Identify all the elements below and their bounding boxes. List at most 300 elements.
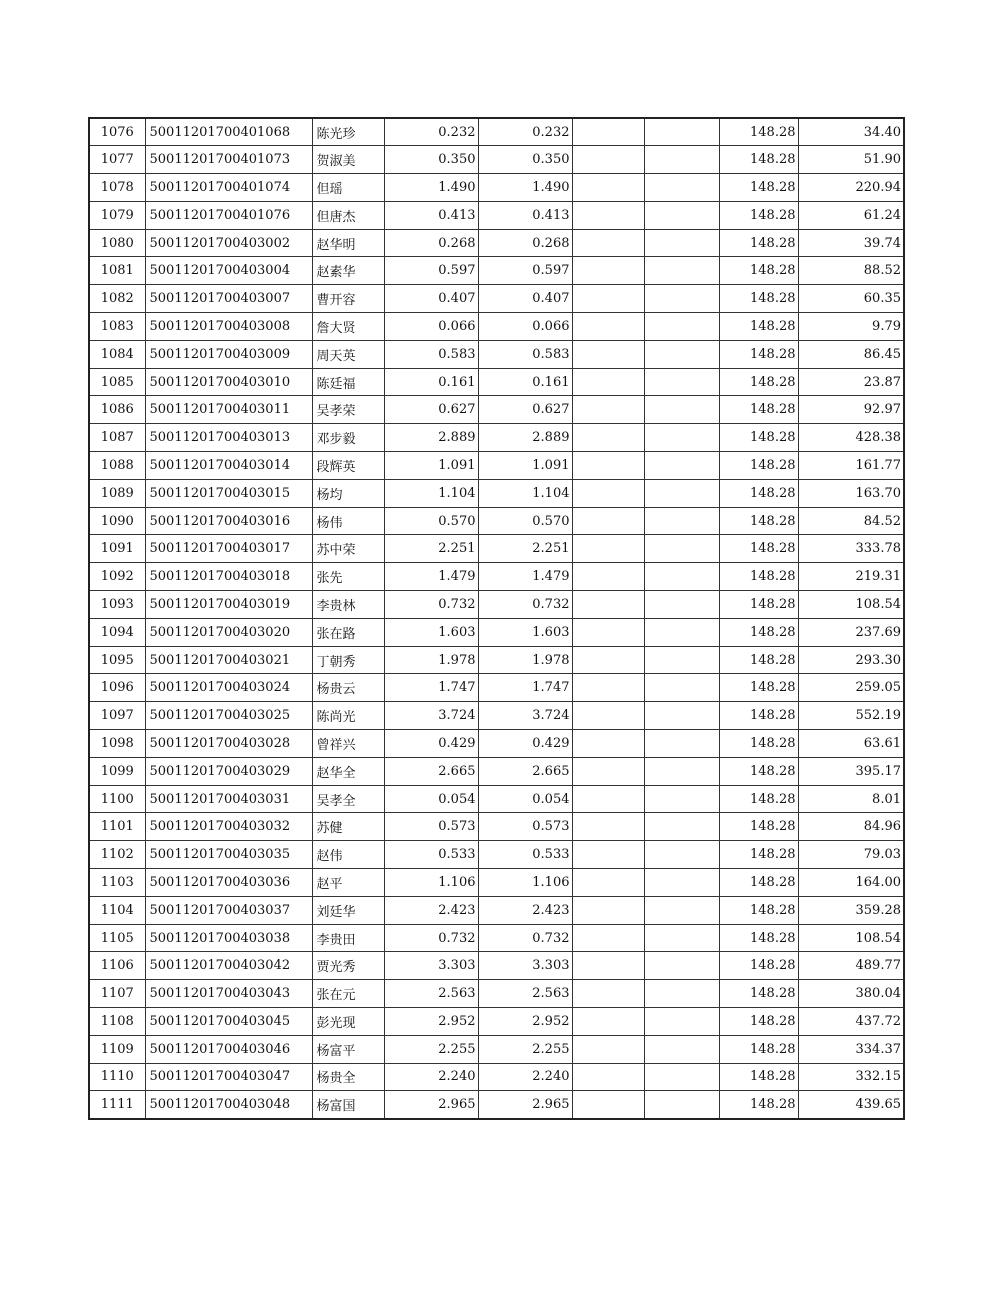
seq-cell: 1092 bbox=[89, 563, 145, 591]
code-cell: 50011201700403048 bbox=[145, 1091, 312, 1119]
amount-cell: 92.97 bbox=[798, 396, 904, 424]
name-cell: 李贵田 bbox=[312, 924, 384, 952]
amount-cell: 237.69 bbox=[798, 618, 904, 646]
seq-cell: 1095 bbox=[89, 646, 145, 674]
rate-cell: 148.28 bbox=[719, 257, 798, 285]
amount-cell: 9.79 bbox=[798, 313, 904, 341]
area-cell: 0.161 bbox=[384, 368, 478, 396]
area-cell: 2.423 bbox=[384, 896, 478, 924]
table-row bbox=[89, 869, 904, 897]
area-cell: 0.232 bbox=[384, 118, 478, 146]
blank2-cell bbox=[644, 507, 719, 535]
rate-cell: 148.28 bbox=[719, 396, 798, 424]
rate-cell: 148.28 bbox=[719, 229, 798, 257]
name-cell: 杨贵全 bbox=[312, 1063, 384, 1091]
table-row bbox=[89, 1091, 904, 1119]
table-row bbox=[89, 479, 904, 507]
seq-cell: 1105 bbox=[89, 924, 145, 952]
amount-cell: 23.87 bbox=[798, 368, 904, 396]
amount-cell: 88.52 bbox=[798, 257, 904, 285]
name-cell: 李贵林 bbox=[312, 591, 384, 619]
blank-cell bbox=[572, 201, 644, 229]
rate-cell: 148.28 bbox=[719, 313, 798, 341]
code-cell: 50011201700403045 bbox=[145, 1008, 312, 1036]
seq-cell: 1082 bbox=[89, 285, 145, 313]
amount-cell: 63.61 bbox=[798, 730, 904, 758]
code-cell: 50011201700403037 bbox=[145, 896, 312, 924]
name-cell: 杨富平 bbox=[312, 1035, 384, 1063]
rate-cell: 148.28 bbox=[719, 1008, 798, 1036]
blank2-cell bbox=[644, 340, 719, 368]
rate-cell: 148.28 bbox=[719, 563, 798, 591]
code-cell: 50011201700403043 bbox=[145, 980, 312, 1008]
seq-cell: 1101 bbox=[89, 813, 145, 841]
rate-cell: 148.28 bbox=[719, 146, 798, 174]
code-cell: 50011201700403038 bbox=[145, 924, 312, 952]
area2-cell: 1.603 bbox=[478, 618, 572, 646]
code-cell: 50011201700403015 bbox=[145, 479, 312, 507]
blank-cell bbox=[572, 229, 644, 257]
rate-cell: 148.28 bbox=[719, 340, 798, 368]
blank-cell bbox=[572, 507, 644, 535]
area-cell: 0.268 bbox=[384, 229, 478, 257]
amount-cell: 395.17 bbox=[798, 757, 904, 785]
seq-cell: 1096 bbox=[89, 674, 145, 702]
blank2-cell bbox=[644, 118, 719, 146]
blank2-cell bbox=[644, 479, 719, 507]
blank2-cell bbox=[644, 896, 719, 924]
amount-cell: 61.24 bbox=[798, 201, 904, 229]
table-row bbox=[89, 535, 904, 563]
name-cell: 赵华全 bbox=[312, 757, 384, 785]
area2-cell: 1.747 bbox=[478, 674, 572, 702]
table-row bbox=[89, 285, 904, 313]
rate-cell: 148.28 bbox=[719, 618, 798, 646]
rate-cell: 148.28 bbox=[719, 730, 798, 758]
table-row bbox=[89, 980, 904, 1008]
blank2-cell bbox=[644, 1035, 719, 1063]
blank-cell bbox=[572, 869, 644, 897]
area2-cell: 2.255 bbox=[478, 1035, 572, 1063]
seq-cell: 1083 bbox=[89, 313, 145, 341]
blank2-cell bbox=[644, 952, 719, 980]
area-cell: 0.573 bbox=[384, 813, 478, 841]
area2-cell: 2.563 bbox=[478, 980, 572, 1008]
area2-cell: 3.303 bbox=[478, 952, 572, 980]
seq-cell: 1090 bbox=[89, 507, 145, 535]
amount-cell: 108.54 bbox=[798, 924, 904, 952]
seq-cell: 1078 bbox=[89, 174, 145, 202]
rate-cell: 148.28 bbox=[719, 924, 798, 952]
blank-cell bbox=[572, 313, 644, 341]
amount-cell: 220.94 bbox=[798, 174, 904, 202]
blank-cell bbox=[572, 1091, 644, 1119]
seq-cell: 1097 bbox=[89, 702, 145, 730]
blank2-cell bbox=[644, 869, 719, 897]
name-cell: 苏健 bbox=[312, 813, 384, 841]
amount-cell: 380.04 bbox=[798, 980, 904, 1008]
code-cell: 50011201700403035 bbox=[145, 841, 312, 869]
name-cell: 张在路 bbox=[312, 618, 384, 646]
code-cell: 50011201700403028 bbox=[145, 730, 312, 758]
blank-cell bbox=[572, 174, 644, 202]
rate-cell: 148.28 bbox=[719, 980, 798, 1008]
area2-cell: 2.965 bbox=[478, 1091, 572, 1119]
table-row bbox=[89, 1035, 904, 1063]
area2-cell: 0.407 bbox=[478, 285, 572, 313]
code-cell: 50011201700403032 bbox=[145, 813, 312, 841]
area-cell: 0.732 bbox=[384, 591, 478, 619]
area2-cell: 0.232 bbox=[478, 118, 572, 146]
area2-cell: 0.573 bbox=[478, 813, 572, 841]
code-cell: 50011201700403013 bbox=[145, 424, 312, 452]
table-row bbox=[89, 229, 904, 257]
seq-cell: 1102 bbox=[89, 841, 145, 869]
amount-cell: 552.19 bbox=[798, 702, 904, 730]
seq-cell: 1089 bbox=[89, 479, 145, 507]
amount-cell: 428.38 bbox=[798, 424, 904, 452]
rate-cell: 148.28 bbox=[719, 674, 798, 702]
area-cell: 2.563 bbox=[384, 980, 478, 1008]
seq-cell: 1087 bbox=[89, 424, 145, 452]
rate-cell: 148.28 bbox=[719, 452, 798, 480]
table-row bbox=[89, 146, 904, 174]
code-cell: 50011201700403029 bbox=[145, 757, 312, 785]
area-cell: 3.724 bbox=[384, 702, 478, 730]
table-row bbox=[89, 340, 904, 368]
rate-cell: 148.28 bbox=[719, 591, 798, 619]
amount-cell: 51.90 bbox=[798, 146, 904, 174]
code-cell: 50011201700401076 bbox=[145, 201, 312, 229]
name-cell: 贺淑美 bbox=[312, 146, 384, 174]
code-cell: 50011201700401073 bbox=[145, 146, 312, 174]
amount-cell: 161.77 bbox=[798, 452, 904, 480]
code-cell: 50011201700403025 bbox=[145, 702, 312, 730]
table-row bbox=[89, 896, 904, 924]
table-row bbox=[89, 618, 904, 646]
blank-cell bbox=[572, 563, 644, 591]
blank2-cell bbox=[644, 396, 719, 424]
name-cell: 赵伟 bbox=[312, 841, 384, 869]
blank2-cell bbox=[644, 1091, 719, 1119]
blank2-cell bbox=[644, 201, 719, 229]
area2-cell: 0.429 bbox=[478, 730, 572, 758]
amount-cell: 108.54 bbox=[798, 591, 904, 619]
name-cell: 曾祥兴 bbox=[312, 730, 384, 758]
rate-cell: 148.28 bbox=[719, 785, 798, 813]
table-row bbox=[89, 201, 904, 229]
seq-cell: 1077 bbox=[89, 146, 145, 174]
area2-cell: 2.952 bbox=[478, 1008, 572, 1036]
seq-cell: 1107 bbox=[89, 980, 145, 1008]
table-row bbox=[89, 702, 904, 730]
table-row bbox=[89, 257, 904, 285]
area2-cell: 0.627 bbox=[478, 396, 572, 424]
seq-cell: 1111 bbox=[89, 1091, 145, 1119]
blank-cell bbox=[572, 368, 644, 396]
blank2-cell bbox=[644, 841, 719, 869]
blank-cell bbox=[572, 952, 644, 980]
blank2-cell bbox=[644, 1008, 719, 1036]
table-row bbox=[89, 646, 904, 674]
name-cell: 张在元 bbox=[312, 980, 384, 1008]
area-cell: 0.732 bbox=[384, 924, 478, 952]
amount-cell: 84.96 bbox=[798, 813, 904, 841]
code-cell: 50011201700403010 bbox=[145, 368, 312, 396]
amount-cell: 39.74 bbox=[798, 229, 904, 257]
table-row bbox=[89, 452, 904, 480]
name-cell: 丁朝秀 bbox=[312, 646, 384, 674]
seq-cell: 1093 bbox=[89, 591, 145, 619]
seq-cell: 1108 bbox=[89, 1008, 145, 1036]
area2-cell: 0.054 bbox=[478, 785, 572, 813]
name-cell: 段辉英 bbox=[312, 452, 384, 480]
area2-cell: 1.091 bbox=[478, 452, 572, 480]
area-cell: 0.350 bbox=[384, 146, 478, 174]
amount-cell: 259.05 bbox=[798, 674, 904, 702]
area2-cell: 0.732 bbox=[478, 924, 572, 952]
blank2-cell bbox=[644, 785, 719, 813]
code-cell: 50011201700403021 bbox=[145, 646, 312, 674]
table-row bbox=[89, 507, 904, 535]
table-row bbox=[89, 368, 904, 396]
area-cell: 1.490 bbox=[384, 174, 478, 202]
area-cell: 2.952 bbox=[384, 1008, 478, 1036]
code-cell: 50011201700403017 bbox=[145, 535, 312, 563]
seq-cell: 1099 bbox=[89, 757, 145, 785]
seq-cell: 1088 bbox=[89, 452, 145, 480]
name-cell: 陈廷福 bbox=[312, 368, 384, 396]
code-cell: 50011201700403016 bbox=[145, 507, 312, 535]
blank-cell bbox=[572, 702, 644, 730]
area-cell: 0.570 bbox=[384, 507, 478, 535]
rate-cell: 148.28 bbox=[719, 757, 798, 785]
blank-cell bbox=[572, 257, 644, 285]
amount-cell: 163.70 bbox=[798, 479, 904, 507]
amount-cell: 333.78 bbox=[798, 535, 904, 563]
code-cell: 50011201700403009 bbox=[145, 340, 312, 368]
code-cell: 50011201700403014 bbox=[145, 452, 312, 480]
area2-cell: 1.106 bbox=[478, 869, 572, 897]
table-row bbox=[89, 730, 904, 758]
area-cell: 0.597 bbox=[384, 257, 478, 285]
rate-cell: 148.28 bbox=[719, 507, 798, 535]
blank-cell bbox=[572, 980, 644, 1008]
seq-cell: 1084 bbox=[89, 340, 145, 368]
seq-cell: 1106 bbox=[89, 952, 145, 980]
rate-cell: 148.28 bbox=[719, 952, 798, 980]
rate-cell: 148.28 bbox=[719, 479, 798, 507]
area-cell: 0.413 bbox=[384, 201, 478, 229]
code-cell: 50011201700403004 bbox=[145, 257, 312, 285]
code-cell: 50011201700403042 bbox=[145, 952, 312, 980]
blank2-cell bbox=[644, 313, 719, 341]
blank-cell bbox=[572, 1008, 644, 1036]
code-cell: 50011201700403007 bbox=[145, 285, 312, 313]
seq-cell: 1104 bbox=[89, 896, 145, 924]
area-cell: 0.407 bbox=[384, 285, 478, 313]
area-cell: 2.665 bbox=[384, 757, 478, 785]
area2-cell: 0.350 bbox=[478, 146, 572, 174]
rate-cell: 148.28 bbox=[719, 368, 798, 396]
amount-cell: 219.31 bbox=[798, 563, 904, 591]
blank-cell bbox=[572, 479, 644, 507]
name-cell: 贾光秀 bbox=[312, 952, 384, 980]
table-row bbox=[89, 674, 904, 702]
code-cell: 50011201700403002 bbox=[145, 229, 312, 257]
blank-cell bbox=[572, 757, 644, 785]
rate-cell: 148.28 bbox=[719, 813, 798, 841]
table-row bbox=[89, 1008, 904, 1036]
area2-cell: 0.161 bbox=[478, 368, 572, 396]
seq-cell: 1098 bbox=[89, 730, 145, 758]
area2-cell: 0.732 bbox=[478, 591, 572, 619]
name-cell: 詹大贤 bbox=[312, 313, 384, 341]
rate-cell: 148.28 bbox=[719, 841, 798, 869]
area-cell: 0.054 bbox=[384, 785, 478, 813]
blank-cell bbox=[572, 591, 644, 619]
code-cell: 50011201700403024 bbox=[145, 674, 312, 702]
area2-cell: 0.066 bbox=[478, 313, 572, 341]
blank-cell bbox=[572, 618, 644, 646]
rate-cell: 148.28 bbox=[719, 702, 798, 730]
area-cell: 2.965 bbox=[384, 1091, 478, 1119]
area2-cell: 2.240 bbox=[478, 1063, 572, 1091]
table-row bbox=[89, 313, 904, 341]
blank-cell bbox=[572, 785, 644, 813]
seq-cell: 1085 bbox=[89, 368, 145, 396]
rate-cell: 148.28 bbox=[719, 174, 798, 202]
area-cell: 1.104 bbox=[384, 479, 478, 507]
blank2-cell bbox=[644, 1063, 719, 1091]
table-row bbox=[89, 591, 904, 619]
amount-cell: 439.65 bbox=[798, 1091, 904, 1119]
code-cell: 50011201700403011 bbox=[145, 396, 312, 424]
amount-cell: 86.45 bbox=[798, 340, 904, 368]
rate-cell: 148.28 bbox=[719, 896, 798, 924]
blank-cell bbox=[572, 424, 644, 452]
blank-cell bbox=[572, 924, 644, 952]
amount-cell: 359.28 bbox=[798, 896, 904, 924]
table-row bbox=[89, 118, 904, 146]
area-cell: 1.603 bbox=[384, 618, 478, 646]
name-cell: 周天英 bbox=[312, 340, 384, 368]
area2-cell: 0.268 bbox=[478, 229, 572, 257]
blank2-cell bbox=[644, 980, 719, 1008]
name-cell: 曹开容 bbox=[312, 285, 384, 313]
blank2-cell bbox=[644, 730, 719, 758]
area2-cell: 2.251 bbox=[478, 535, 572, 563]
table-row bbox=[89, 424, 904, 452]
blank2-cell bbox=[644, 146, 719, 174]
blank-cell bbox=[572, 841, 644, 869]
amount-cell: 437.72 bbox=[798, 1008, 904, 1036]
area2-cell: 0.597 bbox=[478, 257, 572, 285]
name-cell: 陈光珍 bbox=[312, 118, 384, 146]
area2-cell: 0.583 bbox=[478, 340, 572, 368]
seq-cell: 1109 bbox=[89, 1035, 145, 1063]
area-cell: 0.429 bbox=[384, 730, 478, 758]
document-page bbox=[88, 117, 905, 1120]
name-cell: 杨富国 bbox=[312, 1091, 384, 1119]
area2-cell: 1.104 bbox=[478, 479, 572, 507]
name-cell: 杨伟 bbox=[312, 507, 384, 535]
table-body bbox=[89, 118, 904, 1119]
table-row bbox=[89, 563, 904, 591]
code-cell: 50011201700403046 bbox=[145, 1035, 312, 1063]
rate-cell: 148.28 bbox=[719, 424, 798, 452]
seq-cell: 1103 bbox=[89, 869, 145, 897]
data-table bbox=[88, 117, 905, 1120]
seq-cell: 1081 bbox=[89, 257, 145, 285]
table-row bbox=[89, 924, 904, 952]
rate-cell: 148.28 bbox=[719, 1091, 798, 1119]
code-cell: 50011201700403047 bbox=[145, 1063, 312, 1091]
amount-cell: 60.35 bbox=[798, 285, 904, 313]
blank-cell bbox=[572, 1063, 644, 1091]
blank2-cell bbox=[644, 174, 719, 202]
code-cell: 50011201700401068 bbox=[145, 118, 312, 146]
area-cell: 3.303 bbox=[384, 952, 478, 980]
name-cell: 吴孝荣 bbox=[312, 396, 384, 424]
seq-cell: 1110 bbox=[89, 1063, 145, 1091]
name-cell: 杨均 bbox=[312, 479, 384, 507]
blank-cell bbox=[572, 535, 644, 563]
name-cell: 苏中荣 bbox=[312, 535, 384, 563]
code-cell: 50011201700403020 bbox=[145, 618, 312, 646]
seq-cell: 1086 bbox=[89, 396, 145, 424]
area-cell: 2.889 bbox=[384, 424, 478, 452]
blank-cell bbox=[572, 396, 644, 424]
amount-cell: 8.01 bbox=[798, 785, 904, 813]
amount-cell: 84.52 bbox=[798, 507, 904, 535]
area-cell: 0.627 bbox=[384, 396, 478, 424]
blank2-cell bbox=[644, 646, 719, 674]
name-cell: 但唐杰 bbox=[312, 201, 384, 229]
name-cell: 邓步毅 bbox=[312, 424, 384, 452]
seq-cell: 1094 bbox=[89, 618, 145, 646]
rate-cell: 148.28 bbox=[719, 118, 798, 146]
blank-cell bbox=[572, 340, 644, 368]
name-cell: 吴孝全 bbox=[312, 785, 384, 813]
rate-cell: 148.28 bbox=[719, 1035, 798, 1063]
table-row bbox=[89, 174, 904, 202]
area2-cell: 1.978 bbox=[478, 646, 572, 674]
area2-cell: 3.724 bbox=[478, 702, 572, 730]
table-row bbox=[89, 757, 904, 785]
blank2-cell bbox=[644, 368, 719, 396]
blank2-cell bbox=[644, 813, 719, 841]
seq-cell: 1091 bbox=[89, 535, 145, 563]
area-cell: 1.106 bbox=[384, 869, 478, 897]
amount-cell: 79.03 bbox=[798, 841, 904, 869]
blank2-cell bbox=[644, 257, 719, 285]
seq-cell: 1080 bbox=[89, 229, 145, 257]
blank2-cell bbox=[644, 563, 719, 591]
blank2-cell bbox=[644, 285, 719, 313]
rate-cell: 148.28 bbox=[719, 1063, 798, 1091]
blank2-cell bbox=[644, 618, 719, 646]
blank-cell bbox=[572, 118, 644, 146]
table-row bbox=[89, 841, 904, 869]
blank2-cell bbox=[644, 757, 719, 785]
seq-cell: 1076 bbox=[89, 118, 145, 146]
code-cell: 50011201700401074 bbox=[145, 174, 312, 202]
area-cell: 1.479 bbox=[384, 563, 478, 591]
area2-cell: 2.889 bbox=[478, 424, 572, 452]
area2-cell: 0.570 bbox=[478, 507, 572, 535]
blank2-cell bbox=[644, 535, 719, 563]
